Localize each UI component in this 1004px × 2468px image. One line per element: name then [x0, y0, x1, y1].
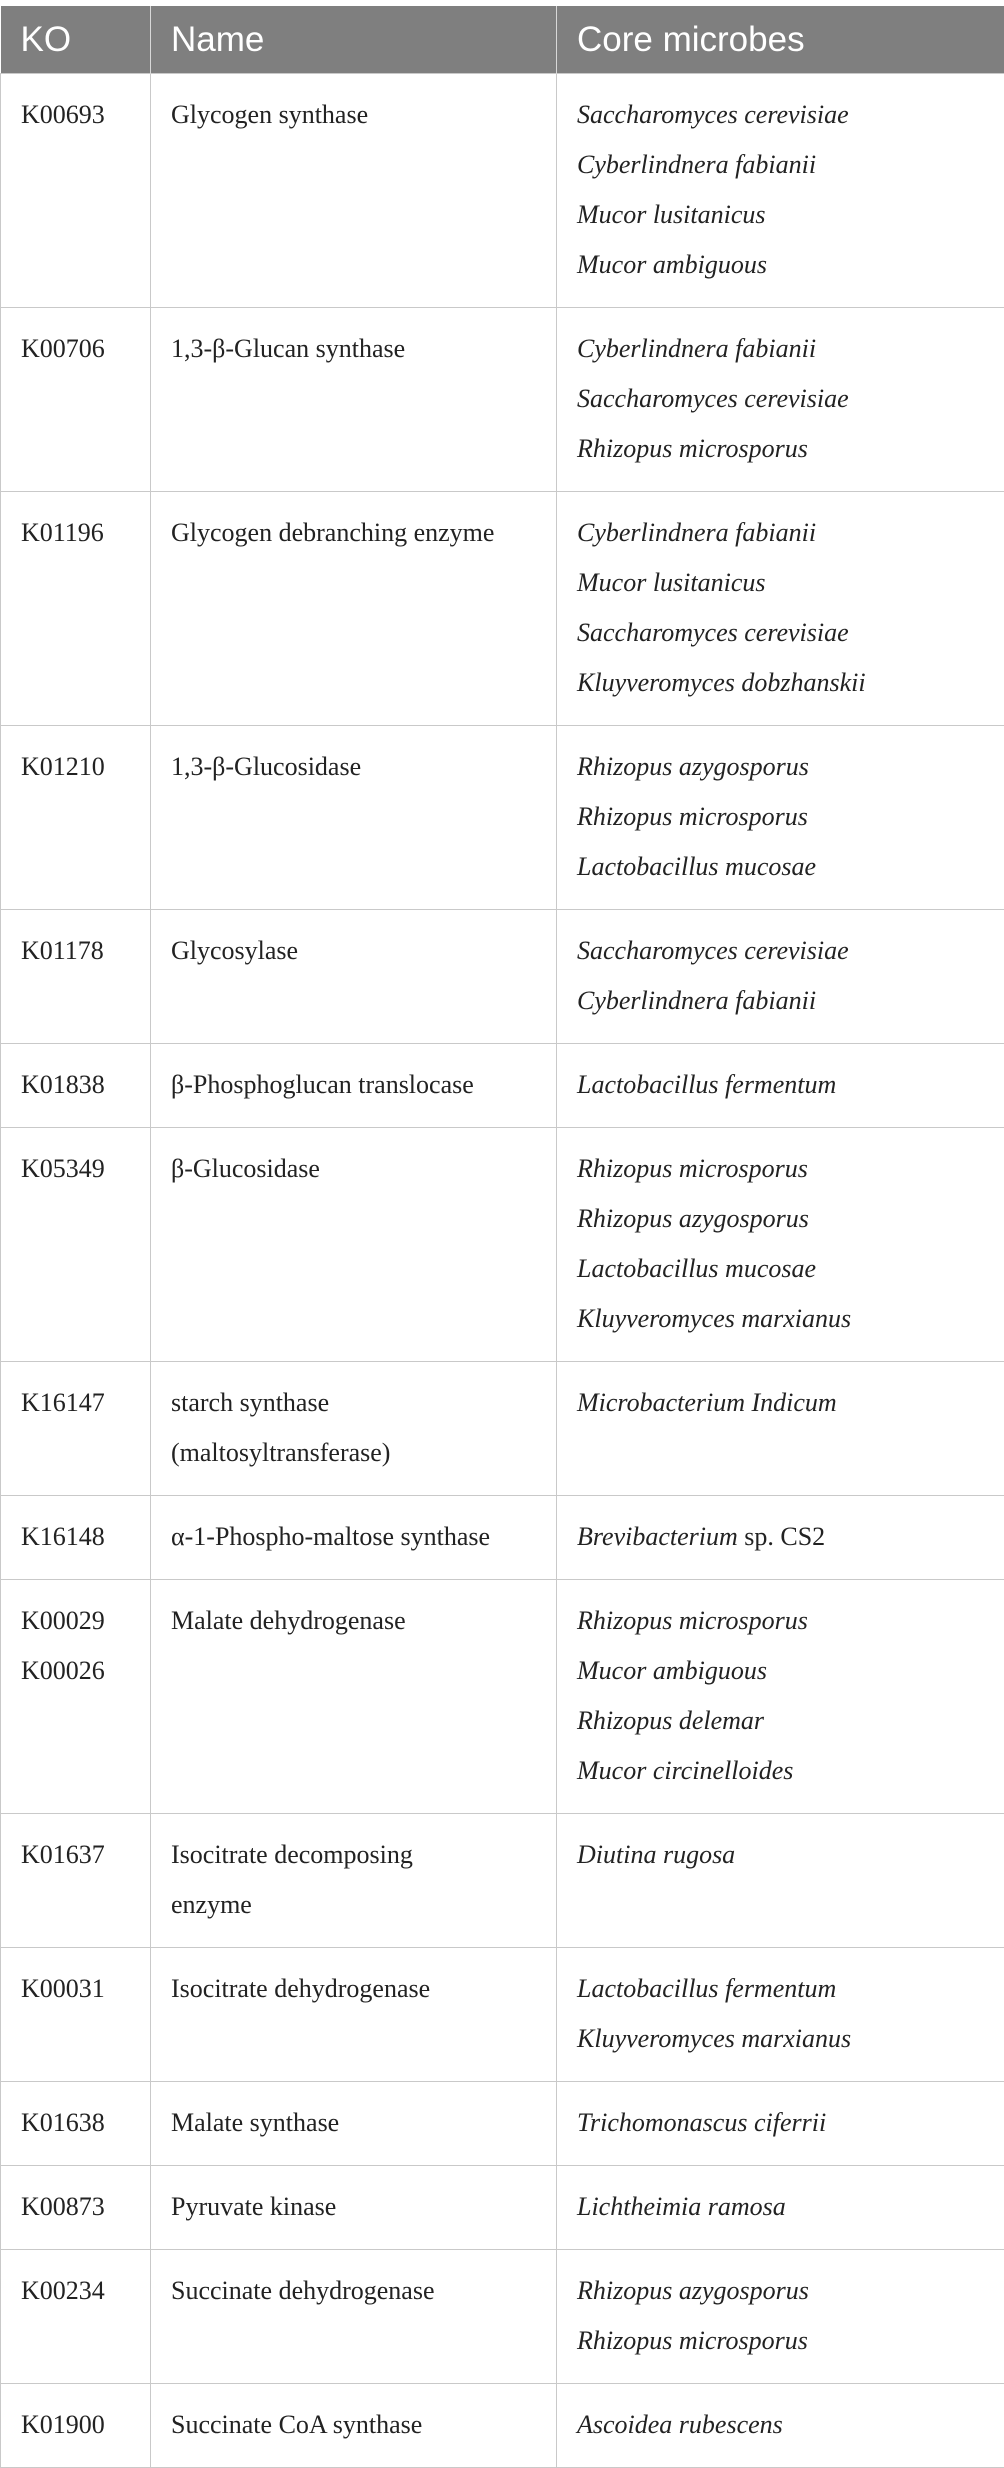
microbe-name: Mucor lusitanicus: [577, 558, 984, 608]
enzyme-name: Glycogen synthase: [171, 90, 536, 140]
ko-code: K00026: [21, 1646, 130, 1696]
name-cell: [151, 910, 557, 1044]
table-header: [1, 6, 1004, 74]
enzyme-name: α-1-Phospho-maltose synthase: [171, 1512, 536, 1562]
name-cell: [151, 1362, 557, 1496]
name-cell: [151, 308, 557, 492]
enzyme-name: 1,3-β-Glucan synthase: [171, 324, 536, 374]
enzyme-name: 1,3-β-Glucosidase: [171, 742, 536, 792]
name-cell: [151, 726, 557, 910]
name-cell: [151, 1128, 557, 1362]
microbe-name: Cyberlindnera fabianii: [577, 976, 984, 1026]
ko-cell: [1, 2250, 151, 2384]
microbe-name: Cyberlindnera fabianii: [577, 508, 984, 558]
microbe-name: Mucor ambiguous: [577, 240, 984, 290]
ko-cell: [1, 726, 151, 910]
enzyme-name: Malate synthase: [171, 2098, 536, 2148]
enzyme-name: Succinate dehydrogenase: [171, 2266, 536, 2316]
core-microbes-cell: [557, 2082, 1004, 2166]
ko-cell: [1, 1580, 151, 1814]
ko-code: K01637: [21, 1830, 130, 1880]
microbe-name: Rhizopus microsporus: [577, 1596, 984, 1646]
name-cell: [151, 2166, 557, 2250]
name-cell: [151, 74, 557, 308]
enzyme-name: β-Glucosidase: [171, 1144, 536, 1194]
ko-code: K00873: [21, 2182, 130, 2232]
microbe-name: Diutina rugosa: [577, 1830, 984, 1880]
core-microbes-cell: [557, 492, 1004, 726]
ko-code: K16148: [21, 1512, 130, 1562]
enzyme-name: Malate dehydrogenase: [171, 1596, 536, 1646]
table-row: [1, 1044, 1004, 1128]
table-row: [1, 1128, 1004, 1362]
table-row: [1, 2384, 1004, 2468]
microbe-name: Trichomonascus ciferrii: [577, 2098, 984, 2148]
ko-cell: [1, 1362, 151, 1496]
microbe-name: Mucor circinelloides: [577, 1746, 984, 1796]
core-microbes-cell: [557, 2166, 1004, 2250]
core-microbes-cell: [557, 1362, 1004, 1496]
microbe-name: Cyberlindnera fabianii: [577, 140, 984, 190]
ko-code: K00234: [21, 2266, 130, 2316]
microbe-name: Lactobacillus fermentum: [577, 1964, 984, 2014]
core-microbes-cell: [557, 2384, 1004, 2468]
ko-cell: [1, 2166, 151, 2250]
microbe-name: Microbacterium Indicum: [577, 1378, 984, 1428]
microbe-name: Lactobacillus mucosae: [577, 842, 984, 892]
microbe-name: Saccharomyces cerevisiae: [577, 374, 984, 424]
core-microbes-cell: [557, 726, 1004, 910]
microbe-name: Kluyveromyces dobzhanskii: [577, 658, 984, 708]
table-row: [1, 910, 1004, 1044]
header-name: Name: [151, 6, 557, 74]
ko-cell: [1, 492, 151, 726]
ko-cell: [1, 74, 151, 308]
core-microbes-cell: [557, 1128, 1004, 1362]
ko-code: K01838: [21, 1060, 130, 1110]
ko-cell: [1, 1948, 151, 2082]
microbe-name: Saccharomyces cerevisiae: [577, 90, 984, 140]
ko-cell: [1, 1044, 151, 1128]
microbe-name: Saccharomyces cerevisiae: [577, 926, 984, 976]
enzyme-name: Glycosylase: [171, 926, 536, 976]
table-row: [1, 2250, 1004, 2384]
microbe-name: Saccharomyces cerevisiae: [577, 608, 984, 658]
table-row: [1, 1948, 1004, 2082]
table-row: [1, 74, 1004, 308]
ko-code: K01196: [21, 508, 130, 558]
table-row: [1, 1580, 1004, 1814]
microbe-name: Lactobacillus mucosae: [577, 1244, 984, 1294]
name-cell: [151, 492, 557, 726]
table-row: [1, 2082, 1004, 2166]
microbe-name: Rhizopus microsporus: [577, 2316, 984, 2366]
ko-code: K01638: [21, 2098, 130, 2148]
enzyme-name: starch synthase: [171, 1378, 536, 1428]
ko-code: K00029: [21, 1596, 130, 1646]
microbe-name: Lichtheimia ramosa: [577, 2182, 984, 2232]
enzyme-name: β-Phosphoglucan translocase: [171, 1060, 536, 1110]
table-row: [1, 1362, 1004, 1496]
ko-cell: [1, 308, 151, 492]
enzyme-name: Glycogen debranching enzyme: [171, 508, 536, 558]
microbe-name: Lactobacillus fermentum: [577, 1060, 984, 1110]
microbe-name: Rhizopus azygosporus: [577, 2266, 984, 2316]
core-microbes-cell: [557, 1814, 1004, 1948]
name-cell: [151, 1044, 557, 1128]
header-ko: KO: [1, 6, 151, 74]
table-row: [1, 308, 1004, 492]
core-microbes-cell: [557, 1044, 1004, 1128]
name-cell: [151, 2250, 557, 2384]
header-core-microbes: Core microbes: [557, 6, 1004, 74]
name-cell: [151, 2082, 557, 2166]
microbe-name: Mucor ambiguous: [577, 1646, 984, 1696]
ko-code: K01210: [21, 742, 130, 792]
enzyme-name: Isocitrate dehydrogenase: [171, 1964, 536, 2014]
name-cell: [151, 1580, 557, 1814]
ko-cell: [1, 1128, 151, 1362]
ko-code: K05349: [21, 1144, 130, 1194]
table-row: [1, 492, 1004, 726]
microbe-name: Mucor lusitanicus: [577, 190, 984, 240]
microbe-name: Ascoidea rubescens: [577, 2400, 984, 2450]
ko-code: K16147: [21, 1378, 130, 1428]
enzyme-name: enzyme: [171, 1880, 536, 1930]
core-microbes-cell: [557, 1948, 1004, 2082]
table-row: [1, 1814, 1004, 1948]
ko-code: K01178: [21, 926, 130, 976]
microbe-name: Rhizopus azygosporus: [577, 1194, 984, 1244]
microbe-name: Brevibacterium sp. CS2: [577, 1512, 984, 1562]
microbe-name: Rhizopus microsporus: [577, 792, 984, 842]
table-row: [1, 726, 1004, 910]
core-microbes-cell: [557, 910, 1004, 1044]
microbe-name: Cyberlindnera fabianii: [577, 324, 984, 374]
core-microbes-cell: [557, 308, 1004, 492]
microbe-name: Kluyveromyces marxianus: [577, 2014, 984, 2064]
microbe-name: Rhizopus azygosporus: [577, 742, 984, 792]
enzyme-name: Succinate CoA synthase: [171, 2400, 536, 2450]
ko-code: K01900: [21, 2400, 130, 2450]
ko-code: K00706: [21, 324, 130, 374]
name-cell: [151, 1948, 557, 2082]
ko-cell: [1, 1814, 151, 1948]
ko-cell: [1, 2384, 151, 2468]
name-cell: [151, 1496, 557, 1580]
ko-code: K00693: [21, 90, 130, 140]
enzyme-name: Isocitrate decomposing: [171, 1830, 536, 1880]
ko-code: K00031: [21, 1964, 130, 2014]
header-row: [1, 6, 1004, 74]
name-cell: [151, 2384, 557, 2468]
ko-cell: [1, 2082, 151, 2166]
ko-table: [0, 6, 1004, 2468]
enzyme-name: Pyruvate kinase: [171, 2182, 536, 2232]
core-microbes-cell: [557, 2250, 1004, 2384]
microbe-name: Rhizopus microsporus: [577, 424, 984, 474]
microbe-name: Rhizopus delemar: [577, 1696, 984, 1746]
core-microbes-cell: [557, 1580, 1004, 1814]
ko-cell: [1, 910, 151, 1044]
microbe-name: Rhizopus microsporus: [577, 1144, 984, 1194]
table-body: [1, 74, 1004, 2468]
table-row: [1, 2166, 1004, 2250]
core-microbes-cell: [557, 1496, 1004, 1580]
microbe-name: Kluyveromyces marxianus: [577, 1294, 984, 1344]
enzyme-name: (maltosyltransferase): [171, 1428, 536, 1478]
name-cell: [151, 1814, 557, 1948]
table-row: [1, 1496, 1004, 1580]
ko-cell: [1, 1496, 151, 1580]
core-microbes-cell: [557, 74, 1004, 308]
